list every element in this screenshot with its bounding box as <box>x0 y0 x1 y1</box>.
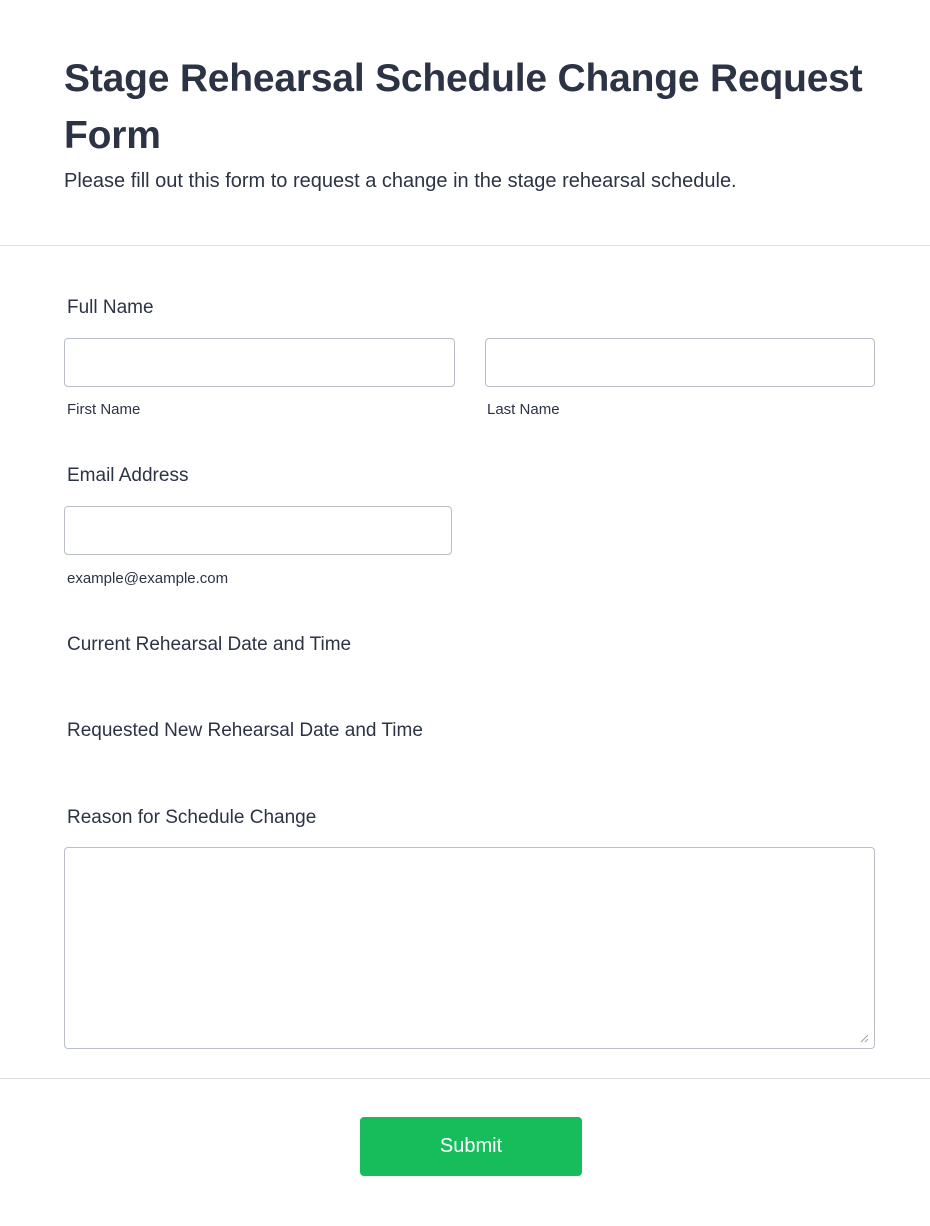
first-name-input[interactable] <box>64 338 455 387</box>
reason-textarea[interactable] <box>64 847 875 1049</box>
email-field[interactable] <box>64 506 452 555</box>
first-name-sublabel: First Name <box>67 401 141 418</box>
header-divider <box>0 245 930 246</box>
reason-label: Reason for Schedule Change <box>67 807 317 828</box>
page-title: Stage Rehearsal Schedule Change Request Form <box>64 57 863 157</box>
footer-divider <box>0 1078 930 1079</box>
requested-datetime-label: Requested New Rehearsal Date and Time <box>67 720 423 741</box>
email-label: Email Address <box>67 465 189 486</box>
textarea-resize-icon[interactable] <box>860 1034 869 1043</box>
last-name-sublabel: Last Name <box>487 401 560 418</box>
form-header <box>64 50 864 195</box>
current-datetime-label: Current Rehearsal Date and Time <box>67 634 352 655</box>
page-subtitle: Please fill out this form to request a change in the stage rehearsal schedule. <box>64 170 737 192</box>
last-name-input[interactable] <box>485 338 875 387</box>
full-name-label: Full Name <box>67 297 154 318</box>
submit-button[interactable]: Submit <box>360 1117 582 1176</box>
email-sublabel: example@example.com <box>67 570 229 587</box>
